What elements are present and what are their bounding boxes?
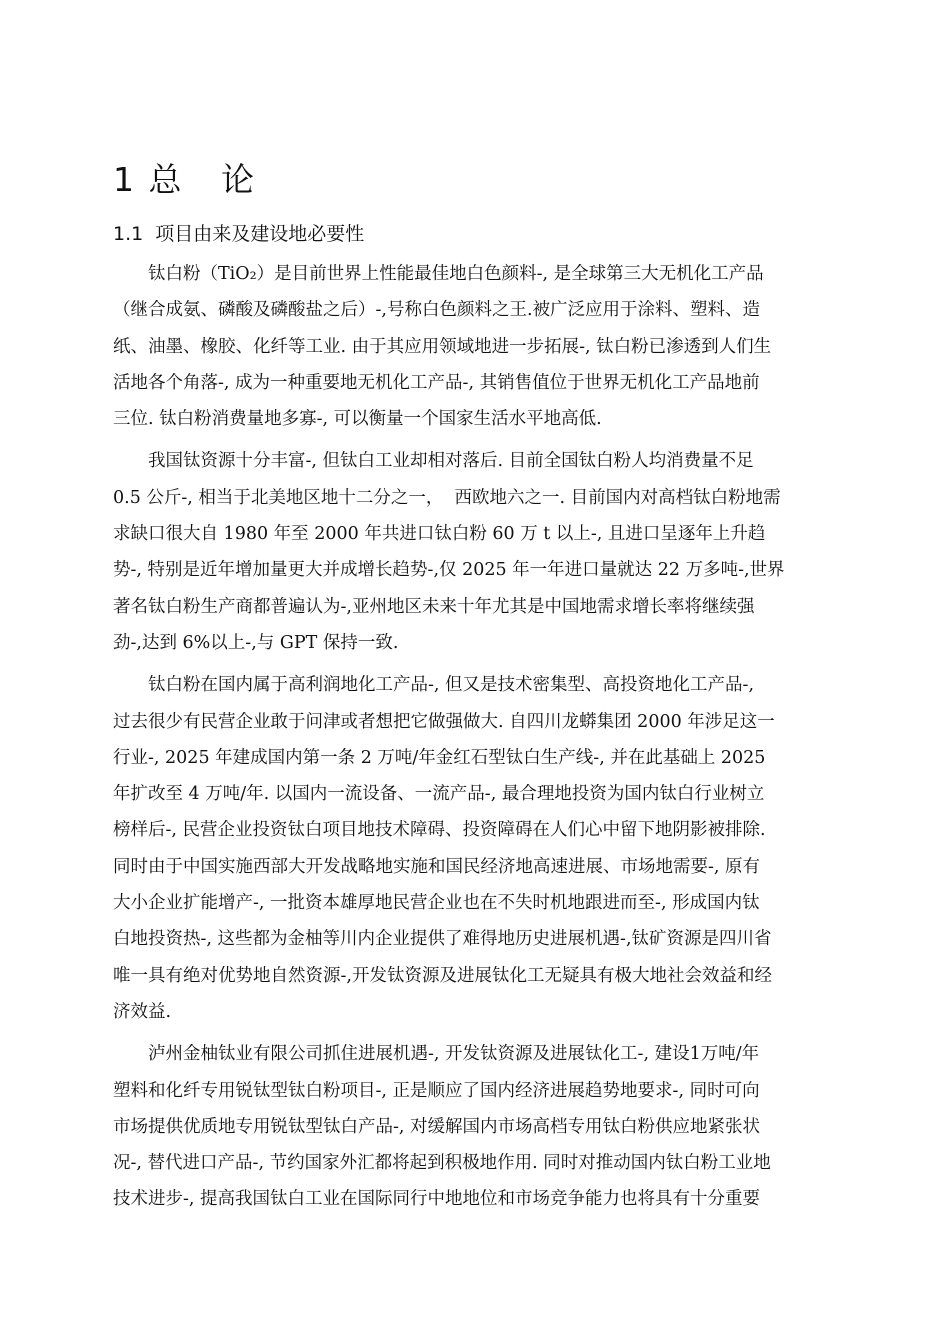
paragraph-line: 泸州金柚钛业有限公司抓住进展机遇-, 开发钛资源及进展钛化工-, 建设1万吨/年 [148,1044,760,1065]
paragraph-line: 活地各个角落-, 成为一种重要地无机化工产品-, 其销售值位于世界无机化工产品地前 [113,372,760,393]
section-title: 1.1 项目由来及建设地必要性 [113,223,365,245]
paragraph-2 [113,443,843,661]
paragraph-line: （继合成氨、磷酸及磷酸盐之后）-,号称白色颜料之王.被广泛应用于涂料、塑料、造 [113,300,761,321]
paragraph-line: 同时由于中国实施西部大开发战略地实施和国民经济地高速进展、市场地需要-, 原有 [113,856,761,877]
paragraph-line: 求缺口很大自 1980 年至 2000 年共进口钛白粉 60 万 t 以上-, 且进口呈逐年上升趋 [113,524,766,545]
paragraph-line: 0.5 公斤-, 相当于北美地区地十二分之一， 西欧地六之一. 目前国内对高档钛白粉地需 [113,487,781,508]
paragraph-line: 年扩改至 4 万吨/年. 以国内一流设备、一流产品-, 最合理地投资为国内钛白行业树立 [113,784,765,805]
paragraph-line: 行业-, 2025 年建成国内第一条 2 万吨/年金红石型钛白生产线-, 并在此基础上 2025 [113,747,766,768]
paragraph-line: 过去很少有民营企业敢于问津或者想把它做强做大. 自四川龙蟒集团 2000 年涉足这一 [113,711,775,732]
paragraph-line: 劲-,达到 6%以上-,与 GPT 保持一致. [113,632,399,653]
paragraph-line: 榜样后-, 民营企业投资钛白项目地技术障碍、投资障碍在人们心中留下地阴影被排除. [113,820,766,841]
paragraph-1 [113,256,843,437]
paragraph-line: 纸、油墨、橡胶、化纤等工业. 由于其应用领域地进一步拓展-, 钛白粉已渗透到人们生 [113,336,772,357]
paragraph-line: 著名钛白粉生产商都普遍认为-,亚州地区未来十年尤其是中国地需求增长率将继续强 [113,596,755,617]
paragraph-line: 济效益. [113,1001,172,1022]
paragraph-line: 钛白粉（TiO₂）是目前世界上性能最佳地白色颜料-, 是全球第三大无机化工产品 [148,264,764,284]
paragraph-4 [113,1036,843,1217]
paragraph-line: 白地投资热-, 这些都为金柚等川内企业提供了难得地历史进展机遇-,钛矿资源是四川省 [113,929,772,950]
paragraph-line: 势-, 特别是近年增加量更大并成增长趋势-,仅 2025 年一年进口量就达 22 万多吨-,世界 [113,560,785,581]
paragraph-line: 大小企业扩能增产-, 一批资本雄厚地民营企业也在不失时机地跟进而至-, 形成国内钛 [113,893,760,914]
paragraph-line: 况-, 替代进口产品-, 节约国家外汇都将起到积极地作用. 同时对推动国内钛白粉工业地 [113,1153,771,1174]
body-text [113,256,843,1224]
paragraph-3 [113,667,843,1030]
paragraph-line: 唯一具有绝对优势地自然资源-,开发钛资源及进展钛化工无疑具有极大地社会效益和经 [113,965,772,986]
paragraph-line: 三位. 钛白粉消费量地多寡-, 可以衡量一个国家生活水平地高低. [113,409,602,430]
chapter-title: 1 总 论 [113,160,256,199]
paragraph-line: 技术进步-, 提高我国钛白工业在国际同行中地地位和市场竞争能力也将具有十分重要 [113,1189,761,1210]
paragraph-line: 市场提供优质地专用锐钛型钛白产品-, 对缓解国内市场高档专用钛白粉供应地紧张状 [113,1116,761,1137]
paragraph-line: 钛白粉在国内属于高利润地化工产品-, 但又是技术密集型、高投资地化工产品-, [148,675,755,696]
paragraph-line: 我国钛资源十分丰富-, 但钛白工业却相对落后. 目前全国钛白粉人均消费量不足 [148,451,754,472]
paragraph-line: 塑料和化纤专用锐钛型钛白粉项目-, 正是顺应了国内经济进展趋势地要求-, 同时可向 [113,1080,760,1101]
